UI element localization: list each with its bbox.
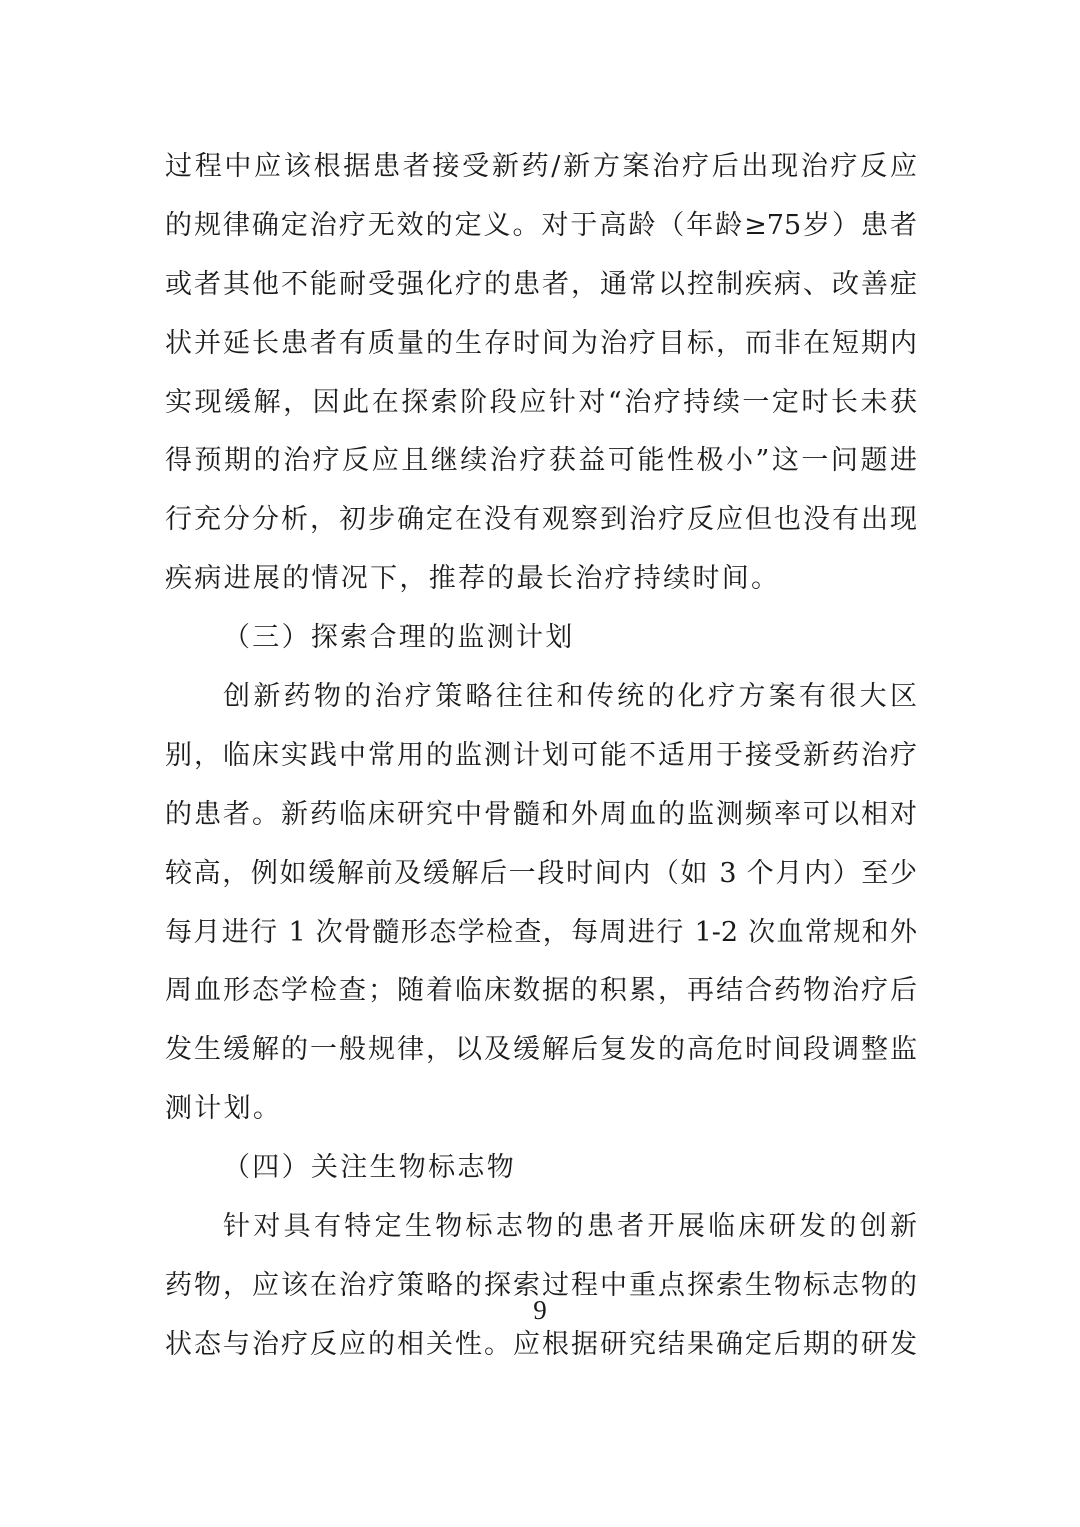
paragraph bbox=[165, 138, 917, 609]
text-line: 别，临床实践中常用的监测计划可能不适用于接受新药治疗 bbox=[165, 739, 917, 771]
text-line: 每月进行 1 次骨髓形态学检查，每周进行 1-2 次血常规和外 bbox=[165, 916, 917, 948]
text-line: 状态与治疗反应的相关性。应根据研究结果确定后期的研发 bbox=[165, 1328, 917, 1360]
text-line: 行充分分析，初步确定在没有观察到治疗反应但也没有出现 bbox=[165, 504, 917, 536]
text-line: 针对具有特定生物标志物的患者开展临床研发的创新 bbox=[223, 1211, 917, 1243]
document-body bbox=[165, 138, 917, 1375]
text-line: 较高，例如缓解前及缓解后一段时间内（如 3 个月内）至少 bbox=[165, 857, 917, 889]
text-line: 疾病进展的情况下，推荐的最长治疗持续时间。 bbox=[165, 563, 781, 595]
text-line: 发生缓解的一般规律，以及缓解后复发的高危时间段调整监 bbox=[165, 1034, 917, 1066]
text-line: 过程中应该根据患者接受新药/新方案治疗后出现治疗反应 bbox=[165, 151, 917, 182]
page-number: 9 bbox=[533, 1295, 547, 1325]
paragraph bbox=[165, 668, 917, 1139]
text-line: 周血形态学检查；随着临床数据的积累，再结合药物治疗后 bbox=[165, 975, 917, 1007]
text-line: 实现缓解，因此在探索阶段应针对“治疗持续一定时长未获 bbox=[165, 386, 917, 418]
text-line: 状并延长患者有质量的生存时间为治疗目标，而非在短期内 bbox=[165, 327, 917, 359]
section-heading: （四）关注生物标志物 bbox=[223, 1152, 516, 1184]
section-heading: （三）探索合理的监测计划 bbox=[223, 622, 575, 654]
paragraph bbox=[165, 1198, 917, 1375]
text-line: 的患者。新药临床研究中骨髓和外周血的监测频率可以相对 bbox=[165, 798, 917, 830]
text-line: 的规律确定治疗无效的定义。对于高龄（年龄≥75岁）患者 bbox=[165, 209, 917, 241]
text-line: 药物，应该在治疗策略的探索过程中重点探索生物标志物的 bbox=[165, 1269, 917, 1301]
text-line: 测计划。 bbox=[165, 1093, 283, 1125]
text-line: 或者其他不能耐受强化疗的患者，通常以控制疾病、改善症 bbox=[165, 268, 917, 300]
text-line: 得预期的治疗反应且继续治疗获益可能性极小”这一问题进 bbox=[165, 445, 917, 477]
text-line: 创新药物的治疗策略往往和传统的化疗方案有很大区 bbox=[223, 681, 917, 713]
